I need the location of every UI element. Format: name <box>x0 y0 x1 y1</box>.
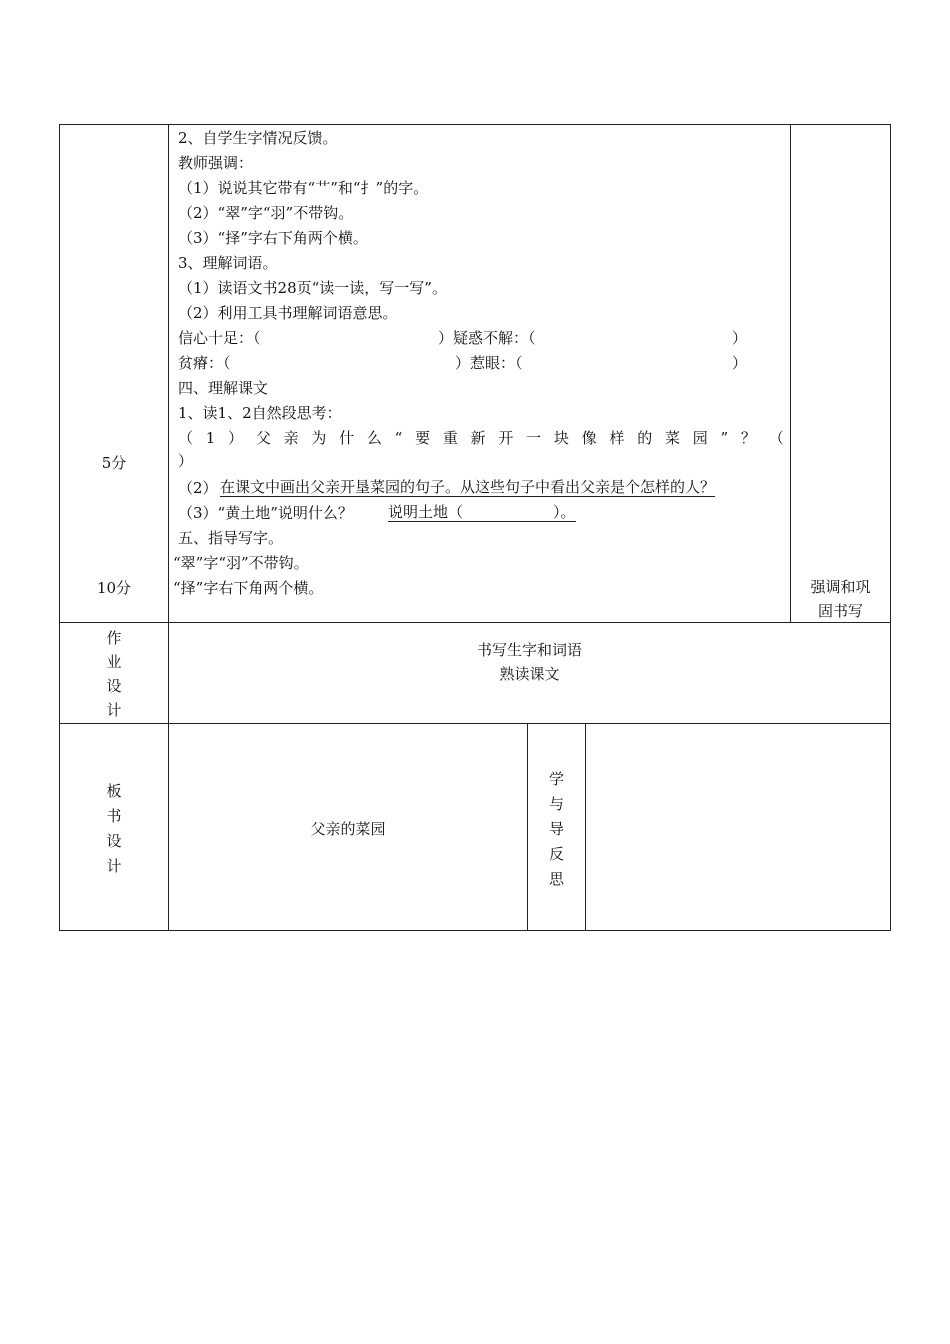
row-divider-1 <box>59 622 891 623</box>
question-1-char: （ <box>768 429 784 447</box>
lesson-line: 教师强调： <box>178 154 254 172</box>
question-1-char: 什 <box>339 429 355 447</box>
board-label-char: 设 <box>106 832 122 850</box>
question-1-char: 一 <box>526 429 542 447</box>
question-1 <box>178 428 784 448</box>
question-3-text: 说明土地（ ）。 <box>388 503 576 521</box>
time-label: 5分 <box>101 454 127 472</box>
question-1-char: 园 <box>692 429 708 447</box>
question-1-close: ） <box>178 452 194 470</box>
reflect-label-char: 反 <box>548 845 564 863</box>
question-1-char: 开 <box>498 429 514 447</box>
column-divider-label <box>168 124 169 931</box>
homework-label-char: 作 <box>106 629 122 647</box>
section-heading: 四、理解课文 <box>178 379 269 397</box>
question-1-char: “ <box>394 429 403 447</box>
time-label: 10分 <box>96 579 132 597</box>
lesson-line: 2、自学生字情况反馈。 <box>178 129 338 147</box>
homework-label-char: 业 <box>106 653 122 671</box>
vocab-reyan: ）惹眼：（ <box>455 354 523 372</box>
board-label-char: 板 <box>106 782 122 800</box>
homework-item: 熟读课文 <box>499 665 560 683</box>
question-1-char: （ <box>178 429 194 447</box>
vocab-blank-close: ） <box>732 329 748 347</box>
question-1-char: 的 <box>637 429 653 447</box>
lesson-line: （1）说说其它带有“艹”和“扌”的字。 <box>178 179 429 197</box>
question-1-char: 要 <box>415 429 431 447</box>
section-heading: 五、指导写字。 <box>178 529 284 547</box>
reflect-label-char: 与 <box>548 795 564 813</box>
question-1-char: ” <box>720 429 729 447</box>
board-label-char: 书 <box>106 807 122 825</box>
writing-tip: “翠”字“羽”不带钩。 <box>173 554 309 572</box>
column-divider-notes <box>790 124 791 623</box>
note-text: 强调和巩 <box>810 578 871 596</box>
question-2-prefix: （2） <box>178 479 218 497</box>
board-content: 父亲的菜园 <box>310 820 386 838</box>
lesson-line: （1）读语文书28页“读一读，写一写”。 <box>178 279 447 297</box>
reflect-label-char: 导 <box>548 820 564 838</box>
table-right-border <box>890 124 891 931</box>
question-1-char: 样 <box>609 429 625 447</box>
homework-item: 书写生字和词语 <box>476 641 582 659</box>
question-intro: 1、读1、2自然段思考： <box>178 404 342 422</box>
lesson-line: 3、理解词语。 <box>178 254 278 272</box>
question-1-char: 为 <box>311 429 327 447</box>
question-1-char: 像 <box>581 429 597 447</box>
table-top-border <box>59 124 891 125</box>
question-1-char: 么 <box>366 429 382 447</box>
vocab-blank-close: ） <box>732 354 748 372</box>
reflect-label-char: 思 <box>548 870 564 888</box>
homework-label-char: 设 <box>106 677 122 695</box>
lesson-line: （2）“翠”字“羽”不带钩。 <box>178 204 354 222</box>
question-3-prefix: （3）“黄土地”说明什么？ <box>178 504 353 522</box>
question-1-char: 亲 <box>283 429 299 447</box>
question-2-text: 在课文中画出父亲开垦菜园的句子。从这些句子中看出父亲是个怎样的人？ <box>220 478 716 496</box>
question-1-char: 1 <box>205 429 216 447</box>
writing-tip: “择”字右下角两个横。 <box>173 579 324 597</box>
vocab-xinxinshizu: 信心十足：（ <box>178 329 261 347</box>
question-1-char: ？ <box>740 429 756 447</box>
table-bottom-border <box>59 930 891 931</box>
question-1-char: 菜 <box>664 429 680 447</box>
note-text: 固书写 <box>817 602 863 620</box>
vocab-yihuobujie: ）疑惑不解：（ <box>438 329 536 347</box>
lesson-line: （3）“择”字右下角两个横。 <box>178 229 368 247</box>
question-1-char: 块 <box>553 429 569 447</box>
lesson-line: （2）利用工具书理解词语意思。 <box>178 304 398 322</box>
reflect-label-char: 学 <box>548 770 564 788</box>
row-divider-2 <box>59 723 891 724</box>
question-1-char: 父 <box>255 429 271 447</box>
question-1-char: 新 <box>470 429 486 447</box>
homework-label-char: 计 <box>106 701 122 719</box>
question-1-char: 重 <box>442 429 458 447</box>
question-1-char: ） <box>228 429 244 447</box>
board-label-char: 计 <box>106 857 122 875</box>
column-divider-reflect <box>585 723 586 931</box>
vocab-pinji: 贫瘠：（ <box>178 354 231 372</box>
